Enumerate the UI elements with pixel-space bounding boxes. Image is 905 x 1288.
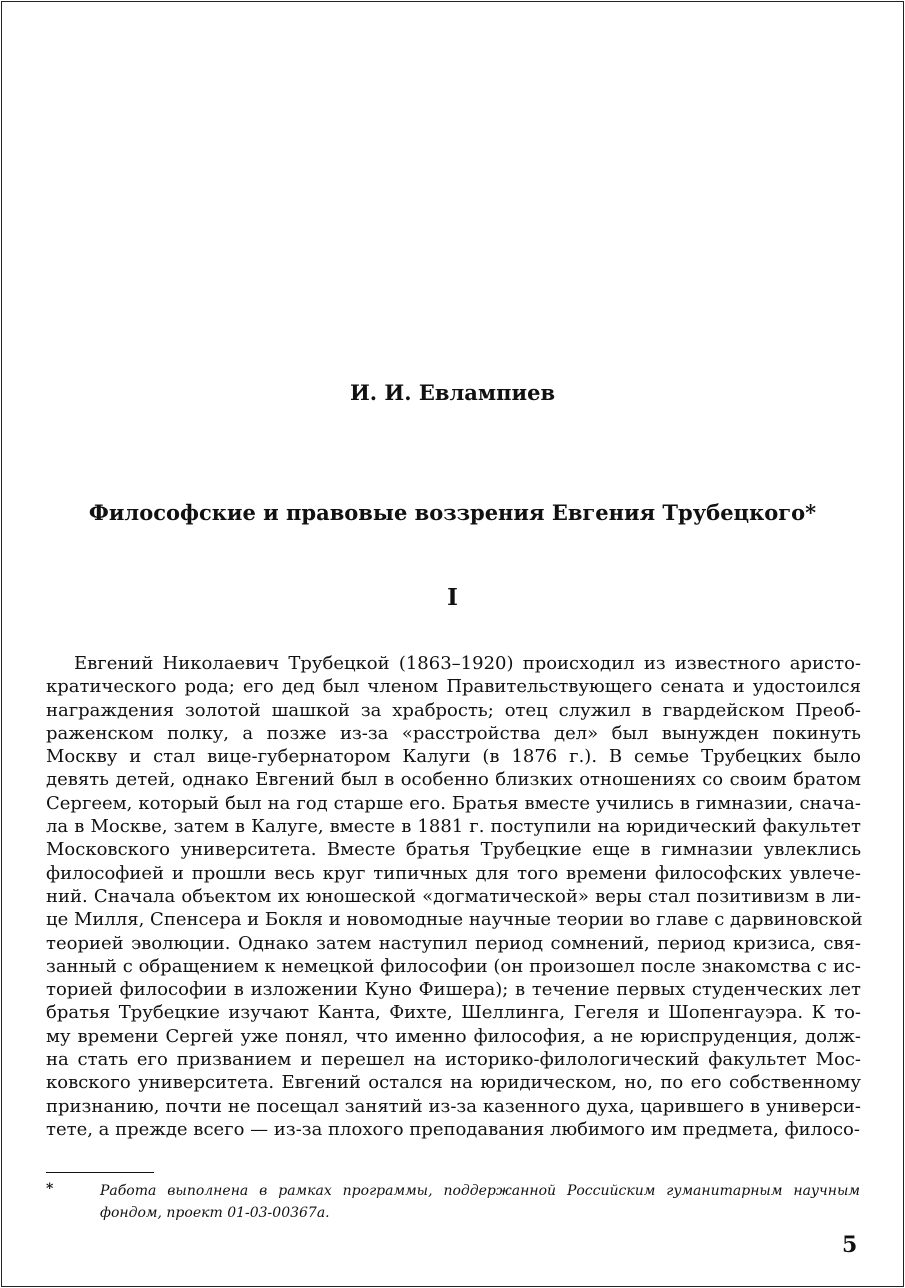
page-number: 5 xyxy=(842,1232,858,1258)
article-author: И. И. Евлампиев xyxy=(349,380,556,405)
body-paragraph xyxy=(46,652,861,1141)
body-line: Московского университета. Вместе братья Трубецкие еще в гимназии увлеклись xyxy=(46,839,861,861)
body-line: братья Трубецкие изучают Канта, Фихте, Шеллинга, Гегеля и Шопенгауэра. К то- xyxy=(46,1002,861,1024)
body-line: Сергеем, который был на год старше его. Братья вместе учились в гимназии, снача- xyxy=(46,792,861,814)
body-line: ний. Сначала объектом их юношеской «догматической» веры стал позитивизм в ли- xyxy=(46,885,861,907)
body-line: философией и прошли весь круг типичных для того времени философских увлече- xyxy=(46,862,861,884)
body-line: тете, а прежде всего — из-за плохого преподавания любимого им предмета, филосо- xyxy=(46,1118,860,1140)
body-line: ковского университета. Евгений остался на юридическом, но, по его собственному xyxy=(46,1072,861,1094)
body-line: Евгений Николаевич Трубецкой (1863–1920) происходил из известного аристо- xyxy=(74,653,861,674)
footnote-divider xyxy=(46,1172,154,1173)
section-number: I xyxy=(447,584,458,611)
body-line: признанию, почти не посещал занятий из-за казенного духа, царившего в универси- xyxy=(46,1095,861,1117)
body-line: раженском полку, а позже из-за «расстройства дел» был вынужден покинуть xyxy=(46,722,861,744)
footnote-line: Работа выполнена в рамках программы, поддержанной Российским гуманитарным научным xyxy=(100,1183,860,1199)
body-line: ла в Москве, затем в Калуге, вместе в 1881 г. поступили на юридический факультет xyxy=(46,816,861,838)
article-title: Философские и правовые воззрения Евгения Трубецкого* xyxy=(88,500,817,525)
body-line: му времени Сергей уже понял, что именно философия, а не юриспруденция, долж- xyxy=(46,1025,861,1047)
body-line: награждения золотой шашкой за храбрость; отец служил в гвардейском Преоб- xyxy=(46,699,861,721)
body-line: це Милля, Спенсера и Бокля и новомодные научные теории во главе с дарвиновской xyxy=(46,909,863,931)
body-line: Москву и стал вице-губернатором Калуги (в 1876 г.). В семье Трубецких было xyxy=(46,746,861,768)
footnote-mark: * xyxy=(46,1181,54,1197)
body-line: девять детей, однако Евгений был в особенно близких отношениях со своим братом xyxy=(46,769,861,791)
body-line: торией философии в изложении Куно Фишера); в течение первых студенческих лет xyxy=(46,979,861,1001)
footnote-line: фондом, проект 01-03-00367а. xyxy=(100,1205,330,1221)
body-line: на стать его призванием и перешел на историко-филологический факультет Мос- xyxy=(46,1049,861,1071)
body-line: кратического рода; его дед был членом Правительствующего сената и удостоился xyxy=(46,676,861,698)
footnote-text xyxy=(100,1180,860,1224)
body-line: занный с обращением к немецкой философии (он произошел после знакомства с ис- xyxy=(46,955,861,977)
body-line: теорией эволюции. Однако затем наступил период сомнений, период кризиса, свя- xyxy=(46,932,861,954)
